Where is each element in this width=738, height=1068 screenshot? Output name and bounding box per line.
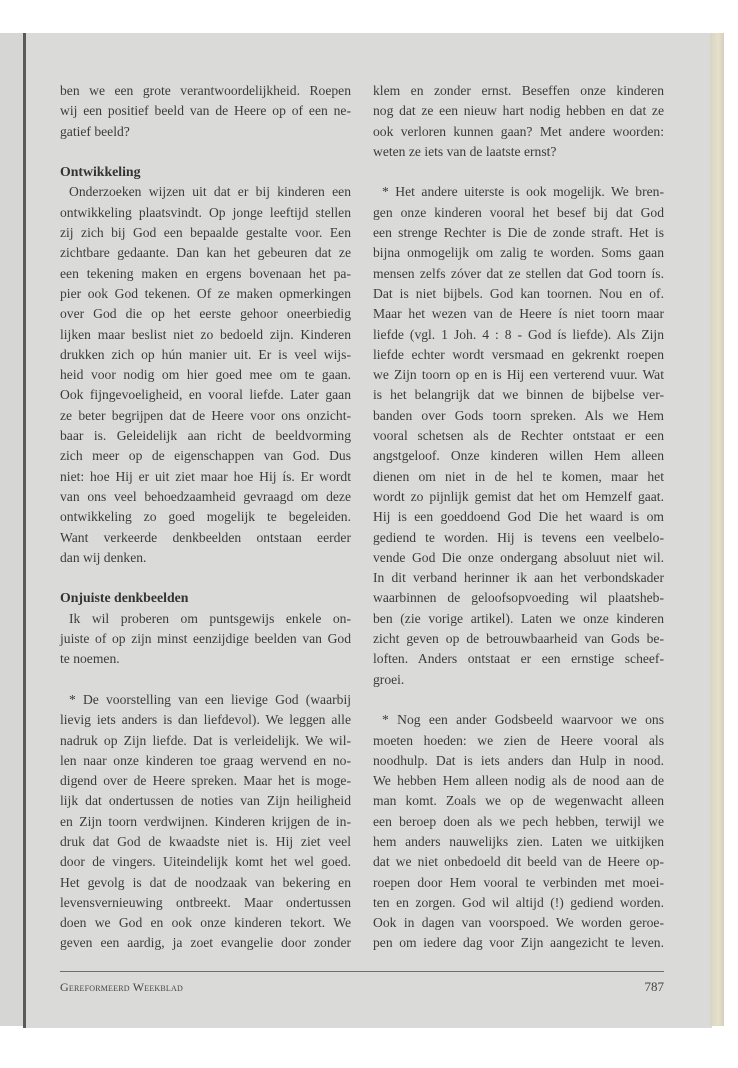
text-line: Onderzoeken wijzen uit dat er bij kinderen een bbox=[69, 184, 351, 200]
text-line: vooral schetsen als de Rechter ontstaat er een bbox=[373, 428, 664, 444]
page-stack-edge bbox=[710, 33, 724, 1026]
text-line: Het gevolg is dat de noodzaak van bekering en bbox=[60, 874, 351, 890]
text-line: over God die op het eerste gehoor oneerbiedig bbox=[60, 306, 351, 322]
text-line: doen we God en ook onze kinderen tekort. We bbox=[60, 915, 351, 931]
right-column bbox=[373, 81, 664, 954]
text-line: noodhulp. Dat is iets anders dan Hulp in nood. bbox=[373, 752, 664, 768]
footer-rule bbox=[60, 971, 664, 972]
text-line: ben (zie vorige artikel). Laten we onze kinderen bbox=[373, 610, 664, 626]
text-line: moeten hoeden: we zien de Heere vooral als bbox=[373, 732, 664, 748]
text-line: In dit verband herinner ik aan het verbondskader bbox=[373, 570, 664, 586]
paragraph-gap bbox=[373, 162, 664, 182]
paragraph bbox=[373, 710, 664, 954]
text-line: lijk dat ondertussen de noties van Zijn heiligheid bbox=[60, 793, 351, 809]
text-line: door de vingers. Uiteindelijk komt het wel goed. bbox=[60, 854, 351, 870]
text-line: geven een aardig, ja zoet evangelie door zonder bbox=[60, 935, 351, 951]
text-line: heid voor nodig om hier goed mee om te gaan. bbox=[60, 367, 351, 383]
text-line: gen onze kinderen vooral het besef bij dat God bbox=[373, 204, 664, 220]
text-line: roepen door Hem vooral te verbinden met moei- bbox=[373, 874, 664, 890]
text-line: een strenge Rechter is Die de zonde straft. Het is bbox=[373, 225, 664, 241]
text-line: ontwikkeling zo goed mogelijk te begeleiden. bbox=[60, 509, 351, 525]
text-line: * De voorstelling van een lievige God (waarbij bbox=[69, 691, 351, 707]
text-line: van ons veel behoedzaamheid gevraagd om deze bbox=[60, 488, 351, 504]
text-line: groei. bbox=[373, 671, 405, 687]
text-line: liefde (vgl. 1 Joh. 4 : 8 - God ís liefde). Als Zijn bbox=[373, 326, 664, 342]
text-line: waarbinnen de geloofsopvoeding wil plaatsheb- bbox=[373, 590, 664, 606]
text-line: te noemen. bbox=[60, 651, 120, 667]
paragraph bbox=[60, 690, 351, 954]
text-line: is het belangrijk dat we binnen de bijbelse ver- bbox=[373, 387, 664, 403]
text-line: ze beter begrijpen dat de Heere voor ons onzicht- bbox=[60, 407, 351, 423]
text-line: banden over Gods toorn spreken. Als we Hem bbox=[373, 407, 664, 423]
text-line: juiste of op zijn minst eenzijdige beelden van God bbox=[60, 631, 351, 647]
text-line: weten ze iets van de laatste ernst? bbox=[373, 143, 557, 159]
text-line: een tekening maken en ergens bovenaan het pa- bbox=[60, 265, 351, 281]
text-line: pier ook God tekenen. Of ze maken opmerkingen bbox=[60, 285, 351, 301]
text-line: zich meer op de eigenschappen van God. Dus bbox=[60, 448, 351, 464]
text-line: len naar onze kinderen toe graag wervend en no- bbox=[60, 752, 351, 768]
text-line: zij zich bij God een bepaalde gestalte voor. Een bbox=[60, 225, 351, 241]
text-line: gediend te worden. Hij is tevens een veelbelo- bbox=[373, 529, 664, 545]
paragraph bbox=[60, 81, 351, 142]
publication-title: Gereformeerd Weekblad bbox=[60, 980, 183, 994]
text-line: ben we een grote verantwoordelijkheid. Roepen bbox=[60, 83, 351, 98]
text-line: klem en zonder ernst. Beseffen onze kinderen bbox=[373, 83, 664, 98]
paragraph bbox=[60, 182, 351, 568]
text-line: bijna onmogelijk om zalig te worden. Soms gaan bbox=[373, 245, 664, 261]
text-line: Ik wil proberen om puntsgewijs enkele on- bbox=[69, 610, 351, 626]
text-line: Hij is een goeddoend God Die het waard is om bbox=[373, 509, 664, 525]
text-line: dan wij denken. bbox=[60, 549, 147, 565]
text-line: digend over de Heere spreken. Maar het is moge- bbox=[60, 773, 351, 789]
paragraph-gap bbox=[60, 142, 351, 162]
text-line: hem anders nauwelijks zien. Laten we uitkijken bbox=[373, 833, 664, 849]
text-line: niet: hoe Hij er uit ziet maar hoe Hij ís. Er wordt bbox=[60, 468, 351, 484]
text-line: mensen zelfs zóver dat ze stellen dat God toorn ís. bbox=[373, 265, 664, 281]
section-heading: Onjuiste denkbeelden bbox=[60, 590, 189, 606]
text-line: lijken maar beslist niet zo bedoeld zijn. Kinderen bbox=[60, 326, 351, 342]
text-line: ten en zorgen. God wil altijd (!) gediend worden. bbox=[373, 894, 664, 910]
text-line: nog dat ze een nieuw hart nodig hebben en dat ze bbox=[373, 103, 664, 119]
text-line: dat we niet onbedoeld dit beeld van de Heere op- bbox=[373, 854, 664, 870]
text-line: nadruk op Zijn liefde. Dat is verleidelijk. We wil- bbox=[60, 732, 351, 748]
text-line: zicht geven op de betrouwbaarheid van Gods be- bbox=[373, 631, 664, 647]
text-line: we Zijn toorn op en is Hij een verterend vuur. Wat bbox=[373, 367, 664, 383]
paragraph bbox=[60, 609, 351, 670]
text-line: man komt. Zoals we op de wegenwacht alleen bbox=[373, 793, 664, 809]
text-line: drukken zich op hún manier uit. Er is veel wijs- bbox=[60, 346, 351, 362]
text-line: lievig iets anders is dan liefdevol). We leggen alle bbox=[60, 712, 351, 728]
paragraph-gap bbox=[373, 690, 664, 710]
text-line: Ook fijngevoeligheid, en vooral liefde. Later gaan bbox=[60, 387, 351, 403]
text-line: gatief beeld? bbox=[60, 123, 130, 139]
previous-page-edge bbox=[0, 33, 24, 1026]
text-line: Dat is niet bijbels. God kan toornen. Nou en of. bbox=[373, 285, 664, 301]
text-line: Ook in dagen van voorspoed. We worden geroe- bbox=[373, 915, 664, 931]
text-line: loften. Anders ontstaat er een ernstige scheef- bbox=[373, 651, 664, 667]
text-line: * Nog een ander Godsbeeld waarvoor we ons bbox=[382, 712, 664, 728]
paragraph bbox=[373, 182, 664, 689]
text-line: angstgeloof. Onze kinderen willen Hem alleen bbox=[373, 448, 664, 464]
text-line: Maar het wezen van de Heere ís niet toorn maar bbox=[373, 306, 664, 322]
left-column bbox=[60, 81, 351, 954]
text-line: vende God Die onze ondergang absoluut niet wil. bbox=[373, 549, 664, 565]
text-line: baar is. Geleidelijk aan richt de beeldvorming bbox=[60, 428, 351, 444]
paragraph-gap bbox=[60, 670, 351, 690]
text-line: wij een positief beeld van de Heere op of een ne- bbox=[60, 103, 351, 119]
text-line: zichtbare gedaante. Dan kan het gebeuren dat ze bbox=[60, 245, 351, 261]
text-line: ontwikkeling plaatsvindt. Op jonge leeftijd stellen bbox=[60, 204, 351, 220]
text-line: en Zijn toorn verdwijnen. Kinderen krijgen de in- bbox=[60, 813, 351, 829]
text-line: druk dat God de kwaadste niet is. Hij ziet veel bbox=[60, 833, 351, 849]
paragraph-gap bbox=[60, 568, 351, 588]
section-heading: Ontwikkeling bbox=[60, 164, 141, 180]
text-line: We hebben Hem alleen nodig als de nood aan de bbox=[373, 773, 664, 789]
text-line: * Het andere uiterste is ook mogelijk. We bren- bbox=[382, 184, 664, 200]
text-line: levensvernieuwing ontbreekt. Maar ondertussen bbox=[60, 894, 351, 910]
text-line: een beroep doen als we pech hebben, terwijl we bbox=[373, 813, 664, 829]
text-line: liefde echter wordt versmaad en gekrenkt roepen bbox=[373, 346, 664, 362]
text-line: Want verkeerde denkbeelden ontstaan eerder bbox=[60, 529, 351, 545]
text-line: dienen om niet in de hel te komen, maar het bbox=[373, 468, 664, 484]
text-line: wordt zo pijnlijk gemist dat het om Hemzelf gaat. bbox=[373, 488, 664, 504]
page-number: 787 bbox=[644, 979, 664, 994]
paragraph bbox=[373, 81, 664, 162]
text-line: pen om iedere dag voor Zijn aangezicht te leven. bbox=[373, 935, 664, 951]
text-line: ook verloren kunnen gaan? Met andere woorden: bbox=[373, 123, 664, 139]
